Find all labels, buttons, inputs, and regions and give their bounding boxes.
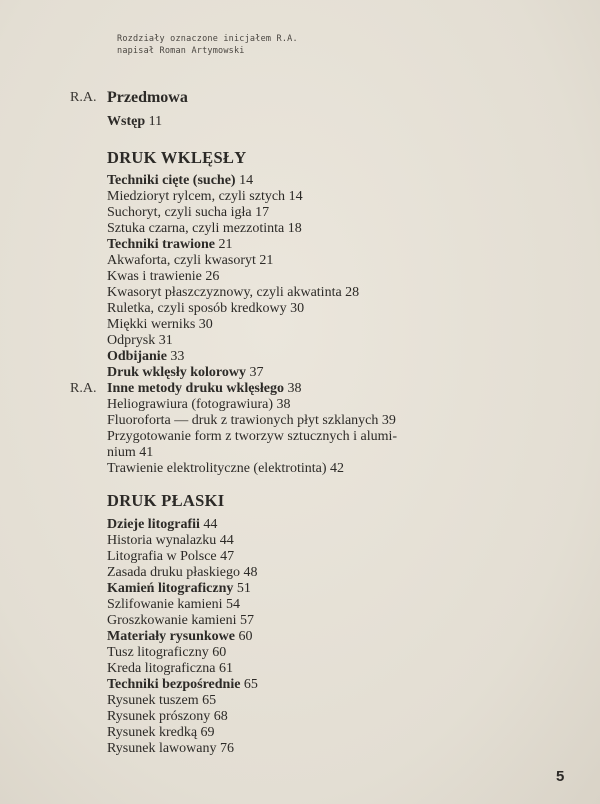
toc-entry-page: 51 [236,581,251,596]
toc-entry-title: Techniki bezpośrednie [107,677,241,692]
toc-entry-page: 60 [238,629,253,644]
toc-entry-title: Historia wynalazku [107,533,217,548]
toc-entry-page: 37 [249,365,264,380]
toc-entry-page: 11 [148,114,163,129]
section-heading-druk-wklesly: DRUK WKLĘSŁY [107,148,247,167]
toc-entry-page: 18 [287,221,302,236]
toc-entry-page: 42 [330,461,345,476]
toc-entry-title: Rysunek tuszem [107,693,199,708]
toc-entry-title: Miedzioryt rylcem, czyli sztych [107,189,286,204]
toc-entry [107,397,290,413]
toc-entry [107,677,258,693]
toc-entry-title: Groszkowanie kamieni [107,613,237,628]
toc-entry-page: 69 [200,725,215,740]
toc-entry-page: 30 [290,301,305,316]
toc-entry-title: Trawienie elektrolityczne (elektrotinta) [107,461,327,476]
toc-entry-title: Akwaforta, czyli kwasoryt [107,253,256,268]
toc-entry [107,173,253,189]
toc-entry-title: Materiały rysunkowe [107,629,235,644]
toc-entry-title: Kreda litograficzna [107,661,216,676]
toc-entry-page: 76 [219,741,234,756]
toc-entry-title: Odprysk [107,333,156,348]
toc-entry-page: 61 [218,661,233,676]
toc-entry-page: 41 [139,445,154,460]
toc-entry-title: Fluoroforta — druk z trawionych płyt szklanych [107,413,379,428]
toc-entry [107,613,254,629]
toc-entry [107,413,396,429]
authorship-note-line-2: napisał Roman Artymowski [117,46,245,56]
toc-entry [107,429,397,445]
toc-entry-page: 68 [213,709,228,724]
toc-entry-title: Kwasoryt płaszczyznowy, czyli akwatinta [107,285,342,300]
toc-entry [107,741,234,757]
page-number: 5 [556,768,565,785]
toc-entry-page: 21 [218,237,233,252]
toc-entry-page: 33 [170,349,185,364]
toc-entry-title: nium [107,445,136,460]
toc-entry-page: 38 [276,397,291,412]
authorship-note [117,33,298,57]
toc-entry [107,381,301,397]
toc-entry [107,253,273,269]
toc-entry [107,645,226,661]
toc-entry-page: 14 [288,189,303,204]
toc-entry-page: 38 [287,381,302,396]
author-mark-przedmowa: R.A. [70,90,97,105]
toc-entry [107,693,216,709]
toc-entry [107,285,359,301]
toc-entry-page: 47 [220,549,235,564]
toc-entry [107,517,217,533]
toc-entry-title: Odbijanie [107,349,167,364]
toc-entry-title: Wstęp [107,114,146,129]
section-heading-druk-plaski: DRUK PŁASKI [107,491,225,510]
toc-entry [107,533,234,549]
toc-entry-title: Rysunek kredką [107,725,198,740]
toc-entry-title: Miękki werniks [107,317,196,332]
toc-entry [107,629,252,645]
toc-entry-wstep [107,114,162,130]
toc-entry-page: 30 [198,317,213,332]
toc-entry [107,349,184,365]
toc-entry-title: Heliograwiura (fotograwiura) [107,397,273,412]
toc-entry-title: Techniki trawione [107,237,215,252]
toc-entry-title: Litografia w Polsce [107,549,217,564]
toc-entry-page: 31 [158,333,173,348]
toc-entry-page: 14 [239,173,254,188]
toc-entry-title: Kamień litograficzny [107,581,234,596]
toc-entry [107,565,257,581]
toc-entry [107,333,173,349]
toc-entry-page: 48 [243,565,258,580]
toc-entry-title: Tusz litograficzny [107,645,209,660]
toc-entry [107,205,269,221]
toc-entry [107,661,233,677]
toc-entry-title: Rysunek lawowany [107,741,217,756]
toc-entry [107,709,228,725]
toc-entry [107,301,304,317]
toc-entry [107,461,344,477]
toc-entry-page: 65 [202,693,217,708]
toc-entry [107,269,219,285]
toc-entry-page: 65 [243,677,258,692]
toc-entry-title: Szlifowanie kamieni [107,597,223,612]
toc-entry-title: Przygotowanie form z tworzyw sztucznych i alumi- [107,429,398,444]
toc-entry [107,549,234,565]
toc-entry-page: 57 [239,613,254,628]
toc-entry [107,725,215,741]
toc-entry [107,581,251,597]
toc-entry [107,445,153,461]
toc-entry-page: 54 [225,597,240,612]
author-mark-inne-metody: R.A. [70,381,97,396]
toc-entry-page: 17 [255,205,270,220]
toc-entry [107,365,263,381]
toc-entry [107,597,240,613]
authorship-note-line-1: Rozdziały oznaczone inicjałem R.A. [117,34,298,44]
toc-entry [107,237,233,253]
toc-entry-title: Sztuka czarna, czyli mezzotinta [107,221,285,236]
toc-entry-title: Ruletka, czyli sposób kredkowy [107,301,287,316]
toc-entry-page: 26 [205,269,220,284]
toc-entry-page: 44 [203,517,218,532]
toc-entry-title: Rysunek prószony [107,709,211,724]
toc-entry-przedmowa: Przedmowa [107,89,188,106]
toc-entry-page: 60 [212,645,227,660]
toc-entry-title: Druk wklęsły kolorowy [107,365,246,380]
toc-entry-page: 21 [259,253,274,268]
toc-entry-page: 39 [381,413,396,428]
toc-entry-page: 28 [345,285,360,300]
toc-entry-title: Suchoryt, czyli sucha igła [107,205,252,220]
toc-entry-title: Dzieje litografii [107,517,200,532]
toc-entry-title: Techniki cięte (suche) [107,173,236,188]
toc-entry-title: Kwas i trawienie [107,269,202,284]
toc-entry-title: Zasada druku płaskiego [107,565,240,580]
toc-entry [107,189,303,205]
toc-entry [107,317,213,333]
toc-entry [107,221,302,237]
toc-entry-title: Inne metody druku wklęsłego [107,381,284,396]
toc-entry-page: 44 [219,533,234,548]
